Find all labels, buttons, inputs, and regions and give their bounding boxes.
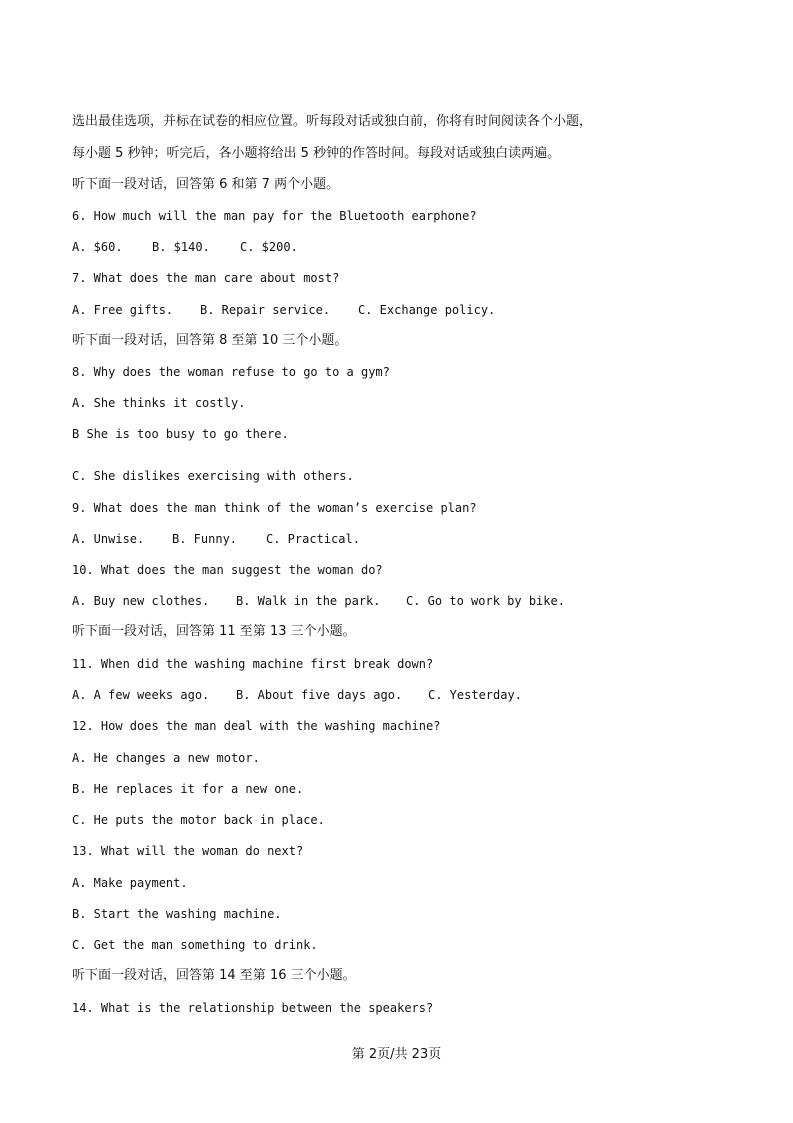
- intro-line-1: 选出最佳选项，并标在试卷的相应位置。听每段对话或独白前，你将有时间阅读各个小题，: [72, 114, 593, 129]
- page-footer: 第 2页/共 23页: [351, 1047, 442, 1062]
- question-7-options: [72, 302, 495, 318]
- question-12-option-a: A. He changes a new motor.: [72, 751, 260, 765]
- option-b: B. About five days ago.: [236, 688, 403, 702]
- question-13-option-a: A. Make payment.: [72, 876, 188, 890]
- question-8-option-a: A. She thinks it costly.: [72, 396, 246, 410]
- option-b: B. Walk in the park.: [236, 594, 381, 608]
- option-b: B. Repair service.: [200, 303, 331, 317]
- question-11-options: [72, 687, 522, 703]
- option-a: A. $60.: [72, 240, 123, 254]
- option-c: C. $200.: [240, 240, 298, 254]
- question-7-stem: 7. What does the man care about most?: [72, 271, 340, 285]
- question-13-option-c: C. Get the man something to drink.: [72, 938, 318, 952]
- option-c: C. Yesterday.: [428, 688, 522, 702]
- option-c: C. Exchange policy.: [358, 303, 496, 317]
- question-10-stem: 10. What does the man suggest the woman do?: [72, 563, 383, 577]
- section-heading-1: 听下面一段对话，回答第 6 和第 7 两个小题。: [72, 177, 340, 192]
- question-9-stem: 9. What does the man think of the woman’s exercise plan?: [72, 501, 477, 515]
- intro-line-2: 每小题 5 秒钟；听完后，各小题将给出 5 秒钟的作答时间。每段对话或独白读两遍。: [72, 146, 561, 161]
- option-a: A. Free gifts.: [72, 303, 174, 317]
- option-a: A. A few weeks ago.: [72, 688, 210, 702]
- question-8-stem: 8. Why does the woman refuse to go to a gym?: [72, 365, 390, 379]
- section-heading-3: 听下面一段对话，回答第 11 至第 13 三个小题。: [72, 624, 356, 639]
- question-6-options: [72, 239, 298, 255]
- question-12-stem: 12. How does the man deal with the washing machine?: [72, 719, 441, 733]
- question-11-stem: 11. When did the washing machine first break down?: [72, 657, 434, 671]
- option-a: A. Unwise.: [72, 532, 145, 546]
- option-a: A. Buy new clothes.: [72, 594, 210, 608]
- question-14-stem: 14. What is the relationship between the speakers?: [72, 1001, 434, 1015]
- section-heading-4: 听下面一段对话，回答第 14 至第 16 三个小题。: [72, 968, 356, 983]
- option-b: B. Funny.: [172, 532, 238, 546]
- question-8-option-c: C. She dislikes exercising with others.: [72, 469, 354, 483]
- question-13-stem: 13. What will the woman do next?: [72, 844, 304, 858]
- question-13-option-b: B. Start the washing machine.: [72, 907, 282, 921]
- option-c: C. Go to work by bike.: [406, 594, 565, 608]
- question-12-option-c: C. He puts the motor back in place.: [72, 813, 325, 827]
- question-6-stem: 6. How much will the man pay for the Bluetooth earphone?: [72, 209, 477, 223]
- question-12-option-b: B. He replaces it for a new one.: [72, 782, 304, 796]
- option-b: B. $140.: [152, 240, 210, 254]
- question-9-options: [72, 531, 360, 547]
- option-c: C. Practical.: [266, 532, 360, 546]
- question-8-option-b: B She is too busy to go there.: [72, 427, 289, 441]
- question-10-options: [72, 593, 565, 609]
- section-heading-2: 听下面一段对话，回答第 8 至第 10 三个小题。: [72, 333, 348, 348]
